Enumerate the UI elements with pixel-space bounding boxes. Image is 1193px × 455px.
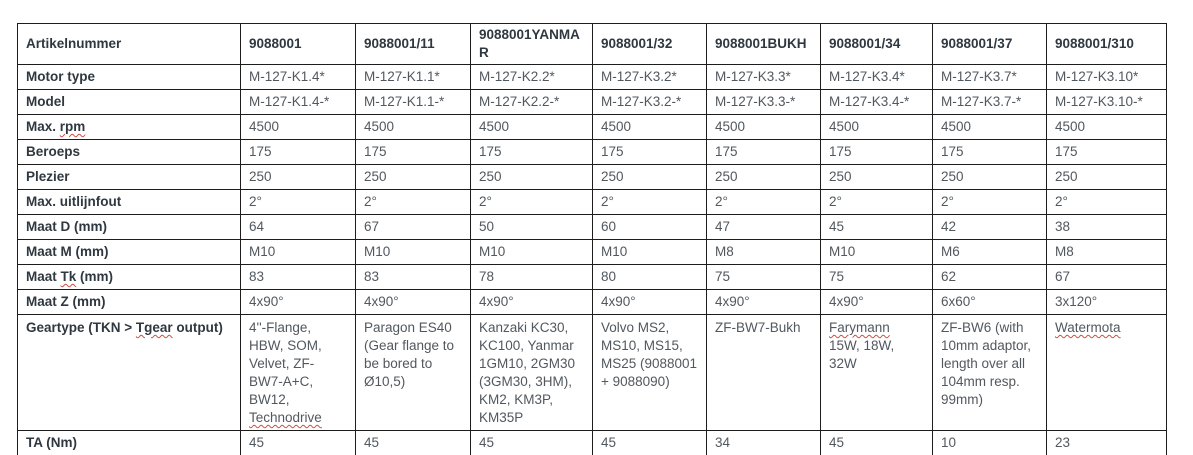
table-cell (356, 140, 471, 165)
table-cell (821, 290, 933, 315)
row-label (18, 290, 241, 315)
table-cell (471, 24, 593, 65)
table-cell (933, 190, 1047, 215)
table-cell (707, 24, 821, 65)
cell-text: 62 (941, 269, 957, 284)
table-cell (241, 265, 356, 290)
table-cell (241, 90, 356, 115)
cell-text: 67 (1055, 269, 1071, 284)
table-cell (356, 65, 471, 90)
cell-text: M-127-K1.4* (249, 69, 325, 84)
cell-text: M-127-K3.7-* (941, 94, 1022, 109)
cell-text: 38 (1055, 219, 1071, 234)
cell-text: 9088001/11 (364, 36, 435, 51)
table-cell (821, 215, 933, 240)
cell-text: 60 (601, 219, 617, 234)
table-row (18, 431, 1167, 455)
table-row (18, 215, 1167, 240)
table-cell (593, 215, 707, 240)
table-cell (933, 315, 1047, 431)
cell-text: M8 (1055, 244, 1074, 259)
cell-text: 9088001YANMAR (479, 27, 580, 60)
cell-text: 34 (715, 435, 731, 450)
table-row (18, 190, 1167, 215)
table-cell (933, 165, 1047, 190)
cell-text: M-127-K3.7* (941, 69, 1017, 84)
next-row-border-stub (17, 437, 18, 449)
table-row (18, 65, 1167, 90)
cell-text: 45 (601, 435, 617, 450)
table-cell (933, 90, 1047, 115)
table-cell (241, 115, 356, 140)
table-cell (593, 115, 707, 140)
table-cell (1047, 215, 1167, 240)
cell-text: M10 (249, 244, 276, 259)
cell-text: M-127-K2.2* (479, 69, 555, 84)
cell-text: 67 (364, 219, 380, 234)
cell-text: 45 (249, 435, 265, 450)
table-cell (471, 215, 593, 240)
cell-text: 83 (364, 269, 380, 284)
table-cell (593, 190, 707, 215)
cell-text: 250 (364, 169, 387, 184)
table-cell (821, 65, 933, 90)
table-cell (821, 165, 933, 190)
table-cell (471, 165, 593, 190)
cell-text: M-127-K1.1-* (364, 94, 445, 109)
table-cell (241, 140, 356, 165)
cell-text: (mm) (76, 269, 114, 284)
cell-text: TA (Nm) (26, 435, 77, 450)
table-cell (1047, 24, 1167, 65)
cell-text: Plezier (26, 169, 70, 184)
table-cell (707, 65, 821, 90)
cell-text: 250 (601, 169, 624, 184)
table-cell (707, 190, 821, 215)
table-cell (356, 290, 471, 315)
row-label (18, 190, 241, 215)
table-cell (1047, 140, 1167, 165)
cell-text: 4500 (601, 119, 632, 134)
table-cell (933, 115, 1047, 140)
cell-text: M10 (364, 244, 391, 259)
table-cell (471, 115, 593, 140)
table-cell (241, 215, 356, 240)
cell-text: 4500 (1055, 119, 1086, 134)
misspelled-word: Technodrive (249, 410, 322, 425)
table-cell (933, 24, 1047, 65)
table-cell (933, 240, 1047, 265)
cell-text: 47 (715, 219, 731, 234)
table-cell (1047, 265, 1167, 290)
cell-text: 2° (715, 194, 728, 209)
table-cell (241, 165, 356, 190)
table-cell (356, 24, 471, 65)
cell-text: 78 (479, 269, 495, 284)
table-cell (241, 315, 356, 431)
cell-text: 2° (479, 194, 492, 209)
table-row (18, 140, 1167, 165)
cell-text: Maat (26, 269, 61, 284)
table-cell (1047, 65, 1167, 90)
table-cell (707, 265, 821, 290)
cell-text: 250 (479, 169, 502, 184)
misspelled-word: rpm (59, 119, 86, 134)
row-label (18, 240, 241, 265)
misspelled-word: Watermota (1055, 320, 1121, 335)
table-cell (821, 190, 933, 215)
cell-text: M-127-K1.4-* (249, 94, 330, 109)
table-cell (821, 315, 933, 431)
cell-text: 4500 (479, 119, 510, 134)
cell-text: Artikelnummer (26, 36, 122, 51)
cell-text: 4500 (364, 119, 395, 134)
cell-text: 4500 (829, 119, 860, 134)
table-cell (241, 190, 356, 215)
row-label (18, 431, 241, 455)
cell-text: 75 (829, 269, 845, 284)
cell-text: 45 (829, 435, 845, 450)
cell-text: Paragon ES40 (Gear flange to be bored to Ø10,5) (364, 320, 455, 389)
table-cell (933, 65, 1047, 90)
table-cell (821, 90, 933, 115)
cell-text: 175 (601, 144, 624, 159)
table-cell (471, 190, 593, 215)
table-cell (471, 265, 593, 290)
misspelled-word: Tk (60, 269, 77, 284)
cell-text: M-127-K3.10* (1055, 69, 1139, 84)
table-cell (1047, 431, 1167, 455)
cell-text: M6 (941, 244, 960, 259)
table-cell (1047, 240, 1167, 265)
table-cell (707, 90, 821, 115)
table-cell (933, 140, 1047, 165)
cell-text: Max. uitlijnfout (26, 194, 122, 209)
cell-text: M10 (479, 244, 506, 259)
row-label (18, 65, 241, 90)
misspelled-word: Farymann (829, 320, 890, 335)
table-cell (1047, 115, 1167, 140)
table-cell (471, 431, 593, 455)
cell-text: Beroeps (26, 144, 81, 159)
misspelled-word: Tgear (135, 320, 173, 335)
table-cell (1047, 290, 1167, 315)
table-cell (933, 290, 1047, 315)
table-cell (593, 24, 707, 65)
table-cell (356, 265, 471, 290)
cell-text: 4x90° (479, 294, 514, 309)
spec-table-body (18, 24, 1167, 455)
cell-text: M-127-K2.2-* (479, 94, 560, 109)
table-cell (933, 265, 1047, 290)
cell-text: M-127-K3.3-* (715, 94, 796, 109)
cell-text: 250 (715, 169, 738, 184)
cell-text: 10 (941, 435, 957, 450)
table-cell (1047, 190, 1167, 215)
table-cell (821, 24, 933, 65)
table-cell (707, 115, 821, 140)
cell-text: ZF-BW6 (with 10mm adaptor, length over all 104mm resp. 99mm) (941, 320, 1032, 407)
cell-text: 64 (249, 219, 265, 234)
cell-text: Model (26, 94, 65, 109)
cell-text: M-127-K3.4* (829, 69, 905, 84)
table-cell (593, 290, 707, 315)
cell-text: Kanzaki KC30, KC100, Yanmar 1GM10, 2GM30 (3GM30, 3HM), KM2, KM3P, KM35P (479, 320, 576, 425)
cell-text: M-127-K3.4-* (829, 94, 910, 109)
cell-text: M-127-K3.2-* (601, 94, 682, 109)
table-cell (1047, 90, 1167, 115)
row-label (18, 265, 241, 290)
cell-text: Max. (26, 119, 60, 134)
cell-text: 4x90° (715, 294, 750, 309)
table-cell (471, 90, 593, 115)
cell-text: M10 (601, 244, 628, 259)
table-cell (356, 240, 471, 265)
cell-text: 42 (941, 219, 957, 234)
table-cell (356, 165, 471, 190)
table-cell (707, 315, 821, 431)
cell-text: Motor type (26, 69, 95, 84)
table-cell (707, 290, 821, 315)
cell-text: 250 (249, 169, 272, 184)
table-cell (707, 140, 821, 165)
cell-text: 175 (249, 144, 272, 159)
table-cell (593, 165, 707, 190)
cell-text: 4''-Flange, HBW, SOM, Velvet, ZF-BW7-A+C, BW12, (249, 320, 322, 407)
table-cell (933, 215, 1047, 240)
table-row (18, 290, 1167, 315)
cell-text: 3x120° (1055, 294, 1098, 309)
cell-text: 45 (479, 435, 495, 450)
row-label (18, 215, 241, 240)
cell-text: 9088001 (249, 36, 302, 51)
table-cell (471, 65, 593, 90)
table-cell (471, 240, 593, 265)
table-row (18, 265, 1167, 290)
cell-text: M10 (829, 244, 856, 259)
table-cell (356, 115, 471, 140)
table-cell (241, 24, 356, 65)
cell-text: M-127-K1.1* (364, 69, 440, 84)
table-cell (707, 215, 821, 240)
table-cell (241, 431, 356, 455)
cell-text: 175 (941, 144, 964, 159)
cell-text: 175 (479, 144, 502, 159)
cell-text: 80 (601, 269, 617, 284)
cell-text: 9088001/310 (1055, 36, 1134, 51)
cell-text: 9088001BUKH (715, 36, 807, 51)
table-cell (593, 315, 707, 431)
row-label (18, 140, 241, 165)
cell-text: 2° (1055, 194, 1068, 209)
table-cell (821, 265, 933, 290)
cell-text: 4500 (249, 119, 280, 134)
table-cell (593, 431, 707, 455)
cell-text: 250 (829, 169, 852, 184)
cell-text: 2° (249, 194, 262, 209)
table-cell (593, 265, 707, 290)
table-cell (593, 65, 707, 90)
cell-text: 250 (941, 169, 964, 184)
cell-text: 50 (479, 219, 495, 234)
cell-text: 9088001/34 (829, 36, 901, 51)
row-label (18, 115, 241, 140)
cell-text: 250 (1055, 169, 1078, 184)
cell-text: 9088001/32 (601, 36, 673, 51)
cell-text: output) (172, 320, 223, 335)
cell-text: 75 (715, 269, 731, 284)
cell-text: M8 (715, 244, 734, 259)
table-row (18, 24, 1167, 65)
cell-text: Volvo MS2, MS10, MS15, MS25 (9088001 + 9088090) (601, 320, 698, 389)
cell-text: M-127-K3.10-* (1055, 94, 1143, 109)
table-row (18, 315, 1167, 431)
table-row (18, 115, 1167, 140)
spec-table (17, 23, 1167, 455)
cell-text: Geartype (TKN > (26, 320, 136, 335)
table-cell (821, 115, 933, 140)
cell-text: 4500 (715, 119, 746, 134)
cell-text: 15W, 18W, 32W (829, 338, 895, 371)
row-label (18, 165, 241, 190)
cell-text: 45 (364, 435, 380, 450)
cell-text: 2° (364, 194, 377, 209)
table-cell (471, 290, 593, 315)
cell-text: 175 (1055, 144, 1078, 159)
table-cell (707, 431, 821, 455)
table-cell (593, 140, 707, 165)
cell-text: M-127-K3.2* (601, 69, 677, 84)
cell-text: M-127-K3.3* (715, 69, 791, 84)
table-row (18, 90, 1167, 115)
table-row (18, 165, 1167, 190)
cell-text: 175 (364, 144, 387, 159)
table-cell (1047, 315, 1167, 431)
table-cell (821, 140, 933, 165)
table-cell (356, 190, 471, 215)
cell-text: 175 (715, 144, 738, 159)
cell-text: 4x90° (601, 294, 636, 309)
table-cell (356, 315, 471, 431)
cell-text: 4x90° (829, 294, 864, 309)
table-cell (593, 240, 707, 265)
cell-text: 9088001/37 (941, 36, 1013, 51)
table-cell (356, 215, 471, 240)
row-label (18, 24, 241, 65)
table-cell (821, 431, 933, 455)
cell-text: 83 (249, 269, 265, 284)
cell-text: Maat M (mm) (26, 244, 109, 259)
cell-text: 2° (601, 194, 614, 209)
cell-text: 2° (829, 194, 842, 209)
table-cell (593, 90, 707, 115)
table-cell (356, 431, 471, 455)
table-cell (471, 140, 593, 165)
cell-text: 175 (829, 144, 852, 159)
table-cell (821, 240, 933, 265)
table-cell (933, 431, 1047, 455)
table-cell (241, 290, 356, 315)
table-cell (471, 315, 593, 431)
cell-text: 45 (829, 219, 845, 234)
cell-text: Maat D (mm) (26, 219, 108, 234)
table-cell (1047, 165, 1167, 190)
table-cell (241, 65, 356, 90)
cell-text: Maat Z (mm) (26, 294, 106, 309)
cell-text: 4500 (941, 119, 972, 134)
table-row (18, 240, 1167, 265)
cell-text: 6x60° (941, 294, 976, 309)
cell-text: ZF-BW7-Bukh (715, 320, 801, 335)
cell-text: 2° (941, 194, 954, 209)
table-cell (241, 240, 356, 265)
table-cell (707, 240, 821, 265)
cell-text: 4x90° (364, 294, 399, 309)
row-label (18, 90, 241, 115)
row-label (18, 315, 241, 431)
cell-text: 23 (1055, 435, 1071, 450)
cell-text: 4x90° (249, 294, 284, 309)
table-cell (356, 90, 471, 115)
table-cell (707, 165, 821, 190)
